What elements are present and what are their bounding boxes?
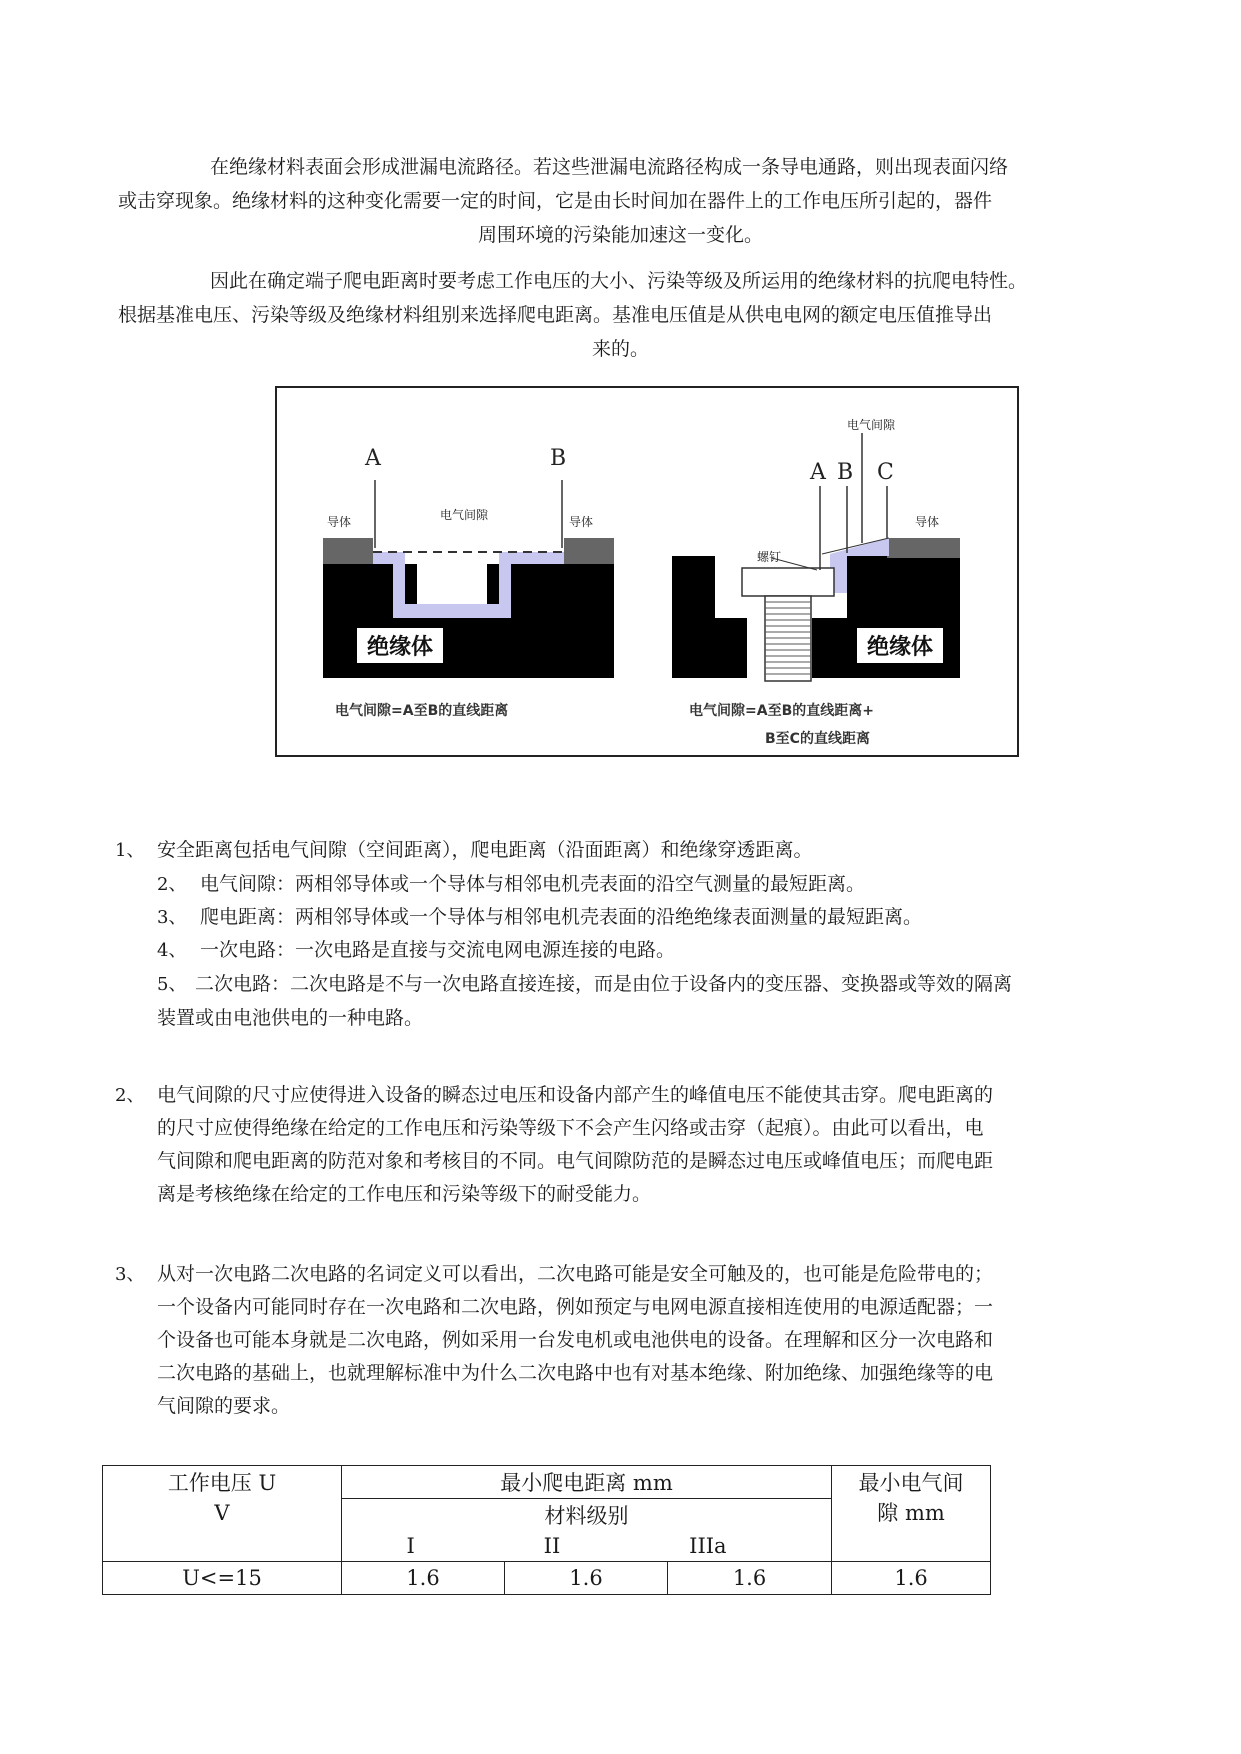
list1-item-4: 一次电路：一次电路是直接与交流电网电源连接的电路。 [200, 939, 676, 961]
left-conductor-a [323, 538, 373, 564]
right-insulator-label: 绝缘体 [857, 628, 943, 663]
left-conductor-left-label: 导体 [327, 515, 352, 529]
list1-number-5: 5、 [157, 974, 187, 995]
list1-number-2: 2、 [157, 874, 187, 895]
right-gap-label: 电气间隙 [847, 418, 896, 432]
intro-p1-line1: 在绝缘材料表面会形成泄漏电流路径。若这些泄漏电流路径构成一条导电通路，则出现表面闪络 [210, 156, 1009, 178]
header-voltage-line2: V [214, 1501, 230, 1525]
cell-grade-2: 1.6 [505, 1562, 668, 1595]
section2-line3: 气间隙和爬电距离的防范对象和考核目的不同。电气间隙防范的是瞬态过电压或峰值电压；而爬电距 [157, 1150, 994, 1172]
intro-p2-line2: 根据基准电压、污染等级及绝缘材料组别来选择爬电距离。基准电压值是从供电电网的额定电压值推导出 [118, 304, 993, 326]
right-caption-line2: B至C的直线距离 [765, 731, 870, 747]
section3-line5: 气间隙的要求。 [157, 1395, 291, 1417]
list1-item-5-line1: 二次电路：二次电路是不与一次电路直接连接，而是由位于设备内的变压器、变换器或等效的隔离 [195, 973, 1013, 995]
left-gap-label: 电气间隙 [440, 508, 489, 522]
right-label-b: B [837, 460, 854, 485]
screw-head [742, 568, 834, 596]
clearance-diagram [275, 386, 1019, 757]
intro-p2-line3: 来的。 [591, 338, 649, 360]
header-clearance [832, 1466, 991, 1562]
left-conductor-b [564, 538, 614, 564]
header-material-label: 材料级别 [544, 1504, 629, 1528]
table-header-row-1 [103, 1466, 991, 1499]
header-grade-1: I [406, 1534, 415, 1558]
list1-item-3: 爬电距离：两相邻导体或一个导体与相邻电机壳表面的沿绝绝缘表面测量的最短距离。 [200, 906, 923, 928]
section3-number: 3、 [115, 1264, 145, 1285]
header-grade-2: II [543, 1534, 561, 1558]
intro-p2-line1: 因此在确定端子爬电距离时要考虑工作电压的大小、污染等级及所运用的绝缘材料的抗爬电特性。 [210, 270, 1028, 292]
section3-line3: 个设备也可能本身就是二次电路，例如采用一台发电机或电池供电的设备。在理解和区分一次电路和 [157, 1329, 994, 1351]
section2-line1: 电气间隙的尺寸应使得进入设备的瞬态过电压和设备内部产生的峰值电压不能使其击穿。爬电距离的 [157, 1084, 994, 1106]
left-label-a: A [365, 446, 381, 471]
right-conductor-label: 导体 [915, 515, 940, 529]
right-conductor [887, 538, 960, 558]
header-material [342, 1499, 832, 1562]
right-label-c: C [877, 460, 894, 485]
table-row [103, 1562, 991, 1595]
section2-number: 2、 [115, 1085, 145, 1106]
cell-grade-1: 1.6 [342, 1562, 505, 1595]
section3-line2: 一个设备内可能同时存在一次电路和二次电路，例如预定与电网电源直接相连使用的电源适配器；一 [157, 1296, 994, 1318]
header-clearance-line1: 最小电气间 [858, 1471, 964, 1495]
header-voltage [103, 1466, 342, 1562]
section3-line1: 从对一次电路二次电路的名词定义可以看出，二次电路可能是安全可触及的，也可能是危险带电的； [157, 1263, 994, 1285]
cell-voltage: U<=15 [103, 1562, 342, 1595]
list1-item-5-line2: 装置或由电池供电的一种电路。 [157, 1007, 424, 1029]
header-creepage: 最小爬电距离 mm [342, 1466, 832, 1499]
intro-p1-line3: 周围环境的污染能加速这一变化。 [477, 224, 763, 246]
intro-p1-line2: 或击穿现象。绝缘材料的这种变化需要一定的时间，它是由长时间加在器件上的工作电压所引起的，器件 [118, 190, 993, 212]
left-caption: 电气间隙=A至B的直线距离 [335, 703, 509, 719]
list1-item-2: 电气间隙：两相邻导体或一个导体与相邻电机壳表面的沿空气测量的最短距离。 [200, 873, 866, 895]
header-grades [342, 1531, 831, 1561]
header-clearance-line2: 隙 mm [877, 1501, 945, 1525]
cell-grade-3: 1.6 [668, 1562, 832, 1595]
section3-line4: 二次电路的基础上，也就理解标准中为什么二次电路中也有对基本绝缘、附加绝缘、加强绝缘等的电 [157, 1362, 994, 1384]
header-voltage-line1: 工作电压 U [167, 1471, 277, 1495]
list1-item-1: 安全距离包括电气间隙（空间距离），爬电距离（沿面距离）和绝缘穿透距离。 [157, 839, 813, 861]
cell-clearance: 1.6 [832, 1562, 991, 1595]
left-conductor-right-label: 导体 [569, 515, 594, 529]
right-label-a: A [810, 460, 826, 485]
section2-line4: 离是考核绝缘在给定的工作电压和污染等级下的耐受能力。 [157, 1183, 652, 1205]
header-grade-3: IIIa [689, 1534, 727, 1558]
section2-line2: 的尺寸应使得绝缘在给定的工作电压和污染等级下不会产生闪络或击穿（起痕）。由此可以看出，电 [157, 1117, 984, 1139]
list1-number-3: 3、 [157, 907, 187, 928]
list1-number-1: 1、 [115, 840, 145, 861]
screw-label: 螺钉 [757, 550, 782, 564]
left-label-b: B [550, 446, 567, 471]
list1-number-4: 4、 [157, 940, 187, 961]
right-insulator-left-block [672, 556, 747, 678]
left-insulator-label: 绝缘体 [357, 628, 443, 663]
creepage-table [102, 1465, 991, 1595]
right-caption-line1: 电气间隙=A至B的直线距离+ [689, 703, 874, 719]
